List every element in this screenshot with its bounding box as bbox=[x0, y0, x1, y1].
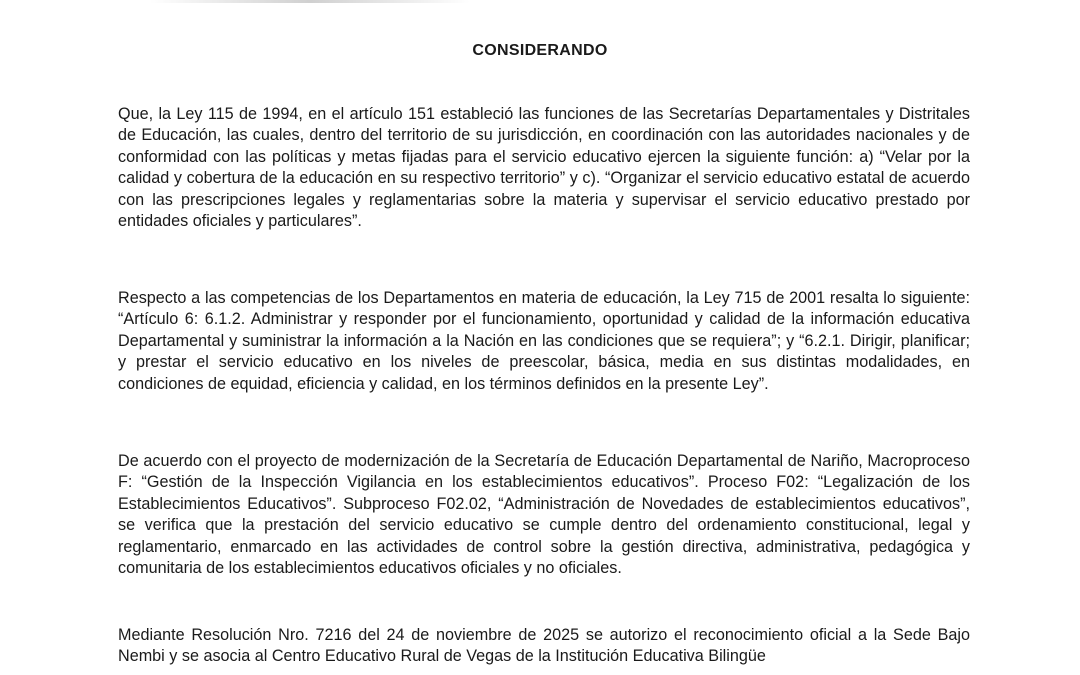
section-heading: CONSIDERANDO bbox=[472, 42, 608, 59]
scan-edge-mark bbox=[150, 0, 470, 3]
paragraph-ley-715: Respecto a las competencias de los Departamentos en materia de educación, la Ley 715 de 2001 resalta lo siguiente: “Artículo 6: 6.1.2. Administrar y responder por el funcionamiento, oportunidad y calidad de la información educativa Departamental y suministrar la información a la Nación en las condiciones que se requiera”; y “6.2.1. Dirigir, planificar; y prestar el servicio educativo en los niveles de preescolar, básica, media en sus distintas modalidades, en condiciones de equidad, eficiencia y calidad, en los términos definidos en la presente Ley”. bbox=[118, 289, 970, 393]
paragraph-modernizacion: De acuerdo con el proyecto de modernización de la Secretaría de Educación Departamental de Nariño, Macroproceso F: “Gestión de la Inspección Vigilancia en los establecimientos educativos”. Proceso F02: “Legalización de los Establecimientos Educativos”. Subproceso F02.02, “Administración de Novedades de establecimientos educativos”, se verifica que la prestación del servicio educativo se cumple dentro del ordenamiento constitucional, legal y reglamentario, enmarcado en las actividades de control sobre la gestión directiva, administrativa, pedagógica y comunitaria de los establecimientos educativos oficiales y no oficiales. bbox=[118, 452, 970, 578]
paragraph-resolucion: Mediante Resolución Nro. 7216 del 24 de noviembre de 2025 se autorizo el reconocimiento oficial a la Sede Bajo Nembi y se asocia al Centro Educativo Rural de Vegas de la Institución Educativa Bilingüe bbox=[118, 626, 970, 666]
paragraph-ley-115: Que, la Ley 115 de 1994, en el artículo 151 estableció las funciones de las Secretarías Departamentales y Distritales de Educación, las cuales, dentro del territorio de su jurisdicción, en coordinación con las autoridades nacionales y de conformidad con las políticas y metas fijadas para el servicio educativo ejercen la siguiente función: a) “Velar por la calidad y cobertura de la educación en su respectivo territorio” y c). “Organizar el servicio educativo estatal de acuerdo con las prescripciones legales y reglamentarias sobre la materia y supervisar el servicio educativo prestado por entidades oficiales y particulares”. bbox=[118, 105, 970, 231]
